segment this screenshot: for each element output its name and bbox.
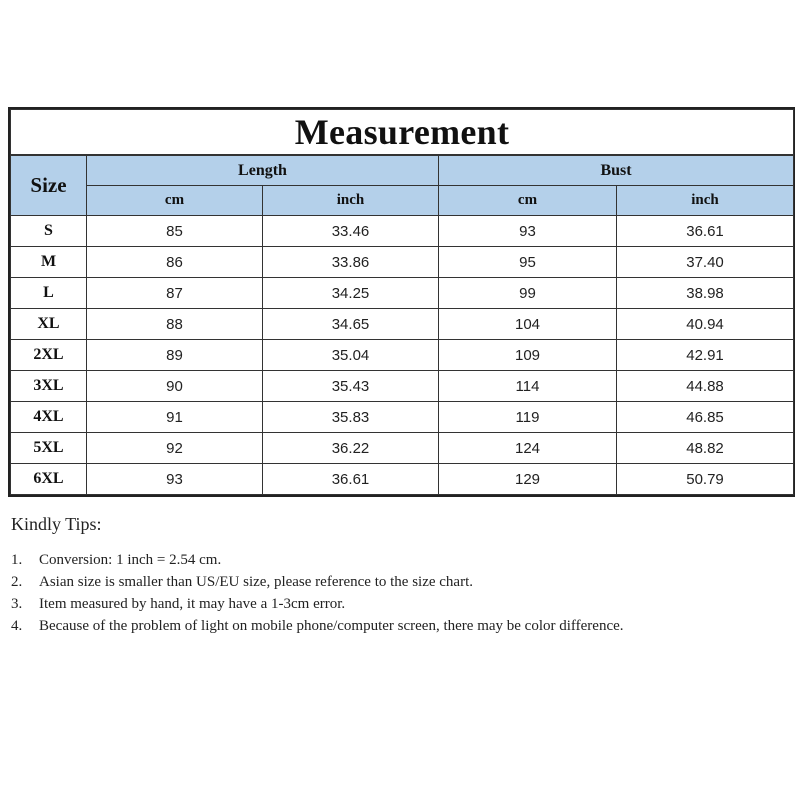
tip-text: Because of the problem of light on mobile phone/computer screen, there may be color difference. — [39, 618, 624, 634]
size-cell: 4XL — [11, 402, 87, 433]
table-row — [11, 433, 794, 464]
tip-number: 3. — [11, 596, 23, 612]
size-cell: M — [11, 247, 87, 278]
bust-inch-cell: 48.82 — [617, 433, 794, 464]
size-cell: L — [11, 278, 87, 309]
table-row — [11, 216, 794, 247]
length-cm-cell: 90 — [87, 371, 263, 402]
tips-heading: Kindly Tips: — [11, 514, 102, 534]
bust-inch-cell: 44.88 — [617, 371, 794, 402]
kindly-tips — [11, 514, 651, 637]
tip-number: 4. — [11, 618, 23, 634]
length-inch-cell: 33.86 — [263, 247, 439, 278]
tips-list — [11, 549, 651, 637]
table-row — [11, 247, 794, 278]
length-inch-cell: 36.22 — [263, 433, 439, 464]
table-row — [11, 309, 794, 340]
bust-inch-cell: 36.61 — [617, 216, 794, 247]
tip-number: 2. — [11, 574, 23, 590]
length-inch-cell: 35.04 — [263, 340, 439, 371]
size-table — [10, 109, 794, 495]
bust-cm-cell: 99 — [439, 278, 617, 309]
bust-inch-cell: 50.79 — [617, 464, 794, 495]
bust-cm-header: cm — [439, 186, 617, 216]
size-cell: S — [11, 216, 87, 247]
length-cm-cell: 86 — [87, 247, 263, 278]
size-cell: 3XL — [11, 371, 87, 402]
length-cm-cell: 85 — [87, 216, 263, 247]
table-row — [11, 340, 794, 371]
tip-text: Item measured by hand, it may have a 1-3cm error. — [39, 596, 346, 612]
length-inch-cell: 36.61 — [263, 464, 439, 495]
length-cm-cell: 91 — [87, 402, 263, 433]
tip-item — [11, 549, 651, 571]
length-inch-cell: 34.65 — [263, 309, 439, 340]
length-inch-cell: 33.46 — [263, 216, 439, 247]
length-cm-cell: 89 — [87, 340, 263, 371]
tip-item — [11, 593, 651, 615]
tip-number: 1. — [11, 552, 23, 568]
bust-inch-cell: 42.91 — [617, 340, 794, 371]
length-inch-cell: 35.83 — [263, 402, 439, 433]
length-cm-cell: 93 — [87, 464, 263, 495]
bust-inch-header: inch — [617, 186, 794, 216]
length-inch-cell: 34.25 — [263, 278, 439, 309]
size-cell: 6XL — [11, 464, 87, 495]
bust-inch-cell: 38.98 — [617, 278, 794, 309]
length-cm-cell: 88 — [87, 309, 263, 340]
tip-item — [11, 615, 651, 637]
tip-text: Asian size is smaller than US/EU size, please reference to the size chart. — [39, 574, 473, 590]
length-cm-cell: 92 — [87, 433, 263, 464]
table-row — [11, 464, 794, 495]
bust-cm-cell: 129 — [439, 464, 617, 495]
table-row — [11, 402, 794, 433]
bust-cm-cell: 114 — [439, 371, 617, 402]
tip-item — [11, 571, 651, 593]
length-cm-cell: 87 — [87, 278, 263, 309]
bust-cm-cell: 124 — [439, 433, 617, 464]
bust-inch-cell: 40.94 — [617, 309, 794, 340]
bust-cm-cell: 93 — [439, 216, 617, 247]
bust-cm-cell: 104 — [439, 309, 617, 340]
length-cm-header: cm — [87, 186, 263, 216]
measurement-chart — [8, 107, 795, 497]
size-cell: XL — [11, 309, 87, 340]
chart-title: Measurement — [11, 110, 794, 156]
bust-column-header: Bust — [439, 155, 794, 186]
table-row — [11, 278, 794, 309]
length-inch-header: inch — [263, 186, 439, 216]
bust-cm-cell: 109 — [439, 340, 617, 371]
bust-cm-cell: 119 — [439, 402, 617, 433]
size-cell: 5XL — [11, 433, 87, 464]
tip-text: Conversion: 1 inch = 2.54 cm. — [39, 552, 222, 568]
size-cell: 2XL — [11, 340, 87, 371]
length-inch-cell: 35.43 — [263, 371, 439, 402]
table-row — [11, 371, 794, 402]
bust-cm-cell: 95 — [439, 247, 617, 278]
bust-inch-cell: 46.85 — [617, 402, 794, 433]
size-column-header: Size — [11, 155, 87, 216]
length-column-header: Length — [87, 155, 439, 186]
bust-inch-cell: 37.40 — [617, 247, 794, 278]
